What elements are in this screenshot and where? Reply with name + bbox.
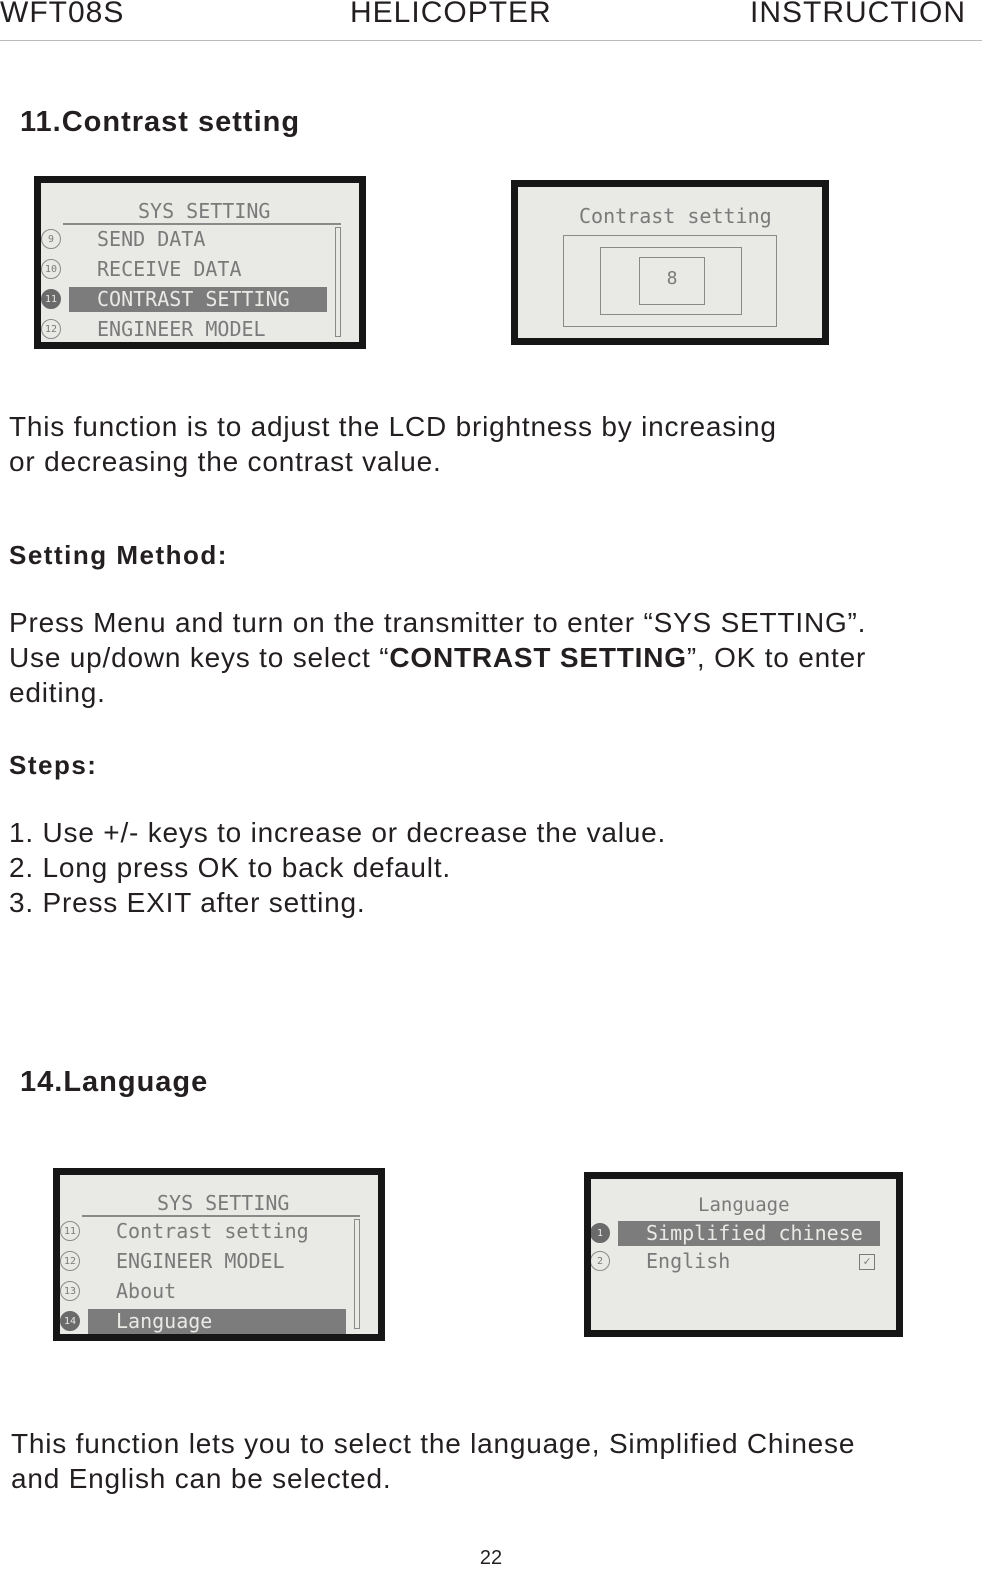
step-item: 3. Press EXIT after setting.	[9, 887, 366, 918]
item-number-icon: 12	[41, 319, 61, 339]
method-line: editing.	[9, 677, 106, 708]
lcd-menu-item	[47, 227, 327, 252]
lcd-contrast-setting	[511, 180, 829, 345]
lcd-screen	[60, 1175, 378, 1334]
contrast-section-title: 11.Contrast setting	[20, 106, 301, 138]
item-number-icon: 2	[591, 1251, 610, 1271]
lcd-menu-item	[44, 317, 327, 342]
step-item: 2. Long press OK to back default.	[9, 852, 451, 883]
lcd-scrollbar	[335, 227, 341, 337]
item-number-icon: 1	[591, 1223, 610, 1243]
lcd-menu-item-label: RECEIVE DATA	[97, 257, 242, 281]
checkbox-checked-icon: ✓	[859, 1254, 875, 1270]
contrast-value-box: 8	[639, 257, 705, 305]
lcd-menu-item-selected	[63, 1309, 346, 1334]
lcd-screen	[41, 183, 359, 342]
item-number-icon: 13	[60, 1281, 80, 1301]
steps-heading: Steps:	[9, 750, 98, 780]
lcd-language-option-selected	[596, 1221, 880, 1246]
lcd-menu-title: SYS SETTING	[157, 1191, 290, 1215]
item-number-icon: 11	[41, 289, 61, 309]
header-doc-type: INSTRUCTION	[750, 0, 966, 29]
setting-method-heading: Setting Method:	[9, 540, 228, 570]
lcd-menu-item-label: ENGINEER MODEL	[116, 1249, 285, 1273]
header-model: WFT08S	[0, 0, 125, 29]
lcd-menu-item-label: About	[116, 1279, 177, 1303]
item-number-icon: 11	[60, 1221, 80, 1241]
step-item: 1. Use +/- keys to increase or decrease the value.	[9, 817, 667, 848]
method-text: Use up/down keys to select “	[9, 642, 390, 673]
method-text: ”, OK to enter	[686, 642, 867, 673]
lcd-menu-item-label: CONTRAST SETTING	[97, 287, 290, 311]
lcd-language-title: Language	[698, 1194, 790, 1216]
lcd-menu-item-selected	[44, 287, 327, 312]
language-description-line: and English can be selected.	[11, 1463, 392, 1494]
lcd-sys-setting-contrast	[34, 176, 366, 349]
lcd-menu-separator	[63, 223, 341, 225]
item-number-icon: 10	[41, 259, 61, 279]
method-keyword: CONTRAST SETTING	[389, 642, 687, 673]
lcd-menu-item-label: Language	[116, 1309, 213, 1333]
lcd-screen	[518, 187, 822, 338]
lcd-contrast-title: Contrast setting	[579, 204, 772, 228]
lcd-menu-item	[63, 1219, 346, 1244]
lcd-menu-separator	[82, 1215, 360, 1217]
language-description-line: This function lets you to select the language, Simplified Chinese	[11, 1428, 856, 1459]
lcd-language-option-label: English	[646, 1249, 731, 1273]
lcd-menu-item	[63, 1249, 346, 1274]
language-section-title: 14.Language	[20, 1066, 209, 1098]
header-category: HELICOPTER	[350, 0, 552, 29]
lcd-language-option-label: Simplified chinese	[646, 1221, 863, 1245]
page-number: 22	[479, 1547, 503, 1569]
lcd-scrollbar	[354, 1219, 360, 1329]
contrast-description-line: This function is to adjust the LCD brightness by increasing	[9, 411, 777, 442]
item-number-icon: 14	[60, 1311, 80, 1331]
lcd-menu-item	[44, 257, 327, 282]
lcd-menu-item	[63, 1279, 346, 1304]
item-number-icon: 9	[41, 229, 61, 249]
lcd-sys-setting-language	[53, 1168, 385, 1341]
lcd-menu-item-label: SEND DATA	[97, 227, 206, 251]
lcd-language	[584, 1172, 903, 1337]
contrast-description-line: or decreasing the contrast value.	[9, 446, 442, 477]
lcd-menu-title: SYS SETTING	[138, 199, 271, 223]
lcd-menu-item-label: ENGINEER MODEL	[97, 317, 266, 341]
lcd-language-option	[596, 1249, 880, 1274]
method-line: Press Menu and turn on the transmitter to enter “SYS SETTING”.	[9, 607, 867, 638]
header-divider	[0, 40, 982, 41]
item-number-icon: 12	[60, 1251, 80, 1271]
method-line	[9, 640, 866, 675]
lcd-menu-item-label: Contrast setting	[116, 1219, 309, 1243]
lcd-screen	[591, 1179, 896, 1330]
